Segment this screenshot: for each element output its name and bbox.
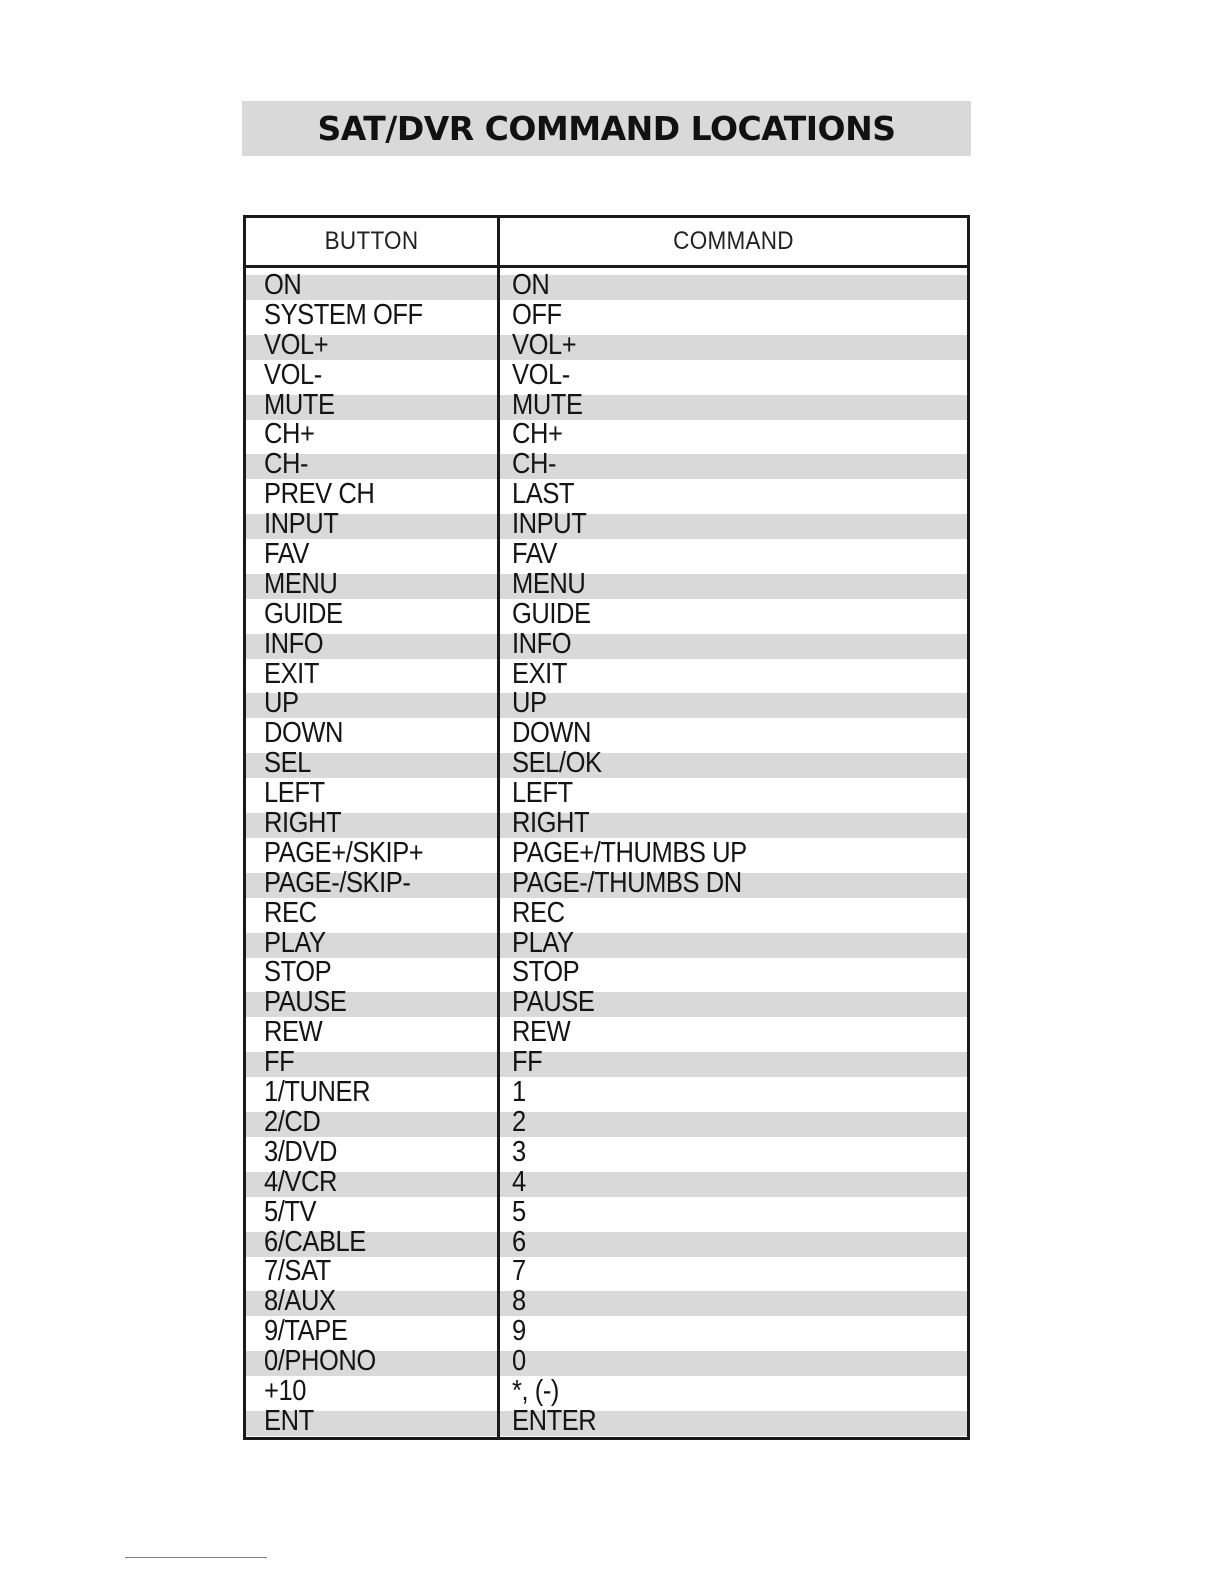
- command-cell: 9: [512, 1315, 526, 1348]
- table-row: [246, 719, 967, 749]
- table-row: [246, 388, 967, 421]
- command-cell: INFO: [512, 627, 572, 660]
- table-row: [246, 1165, 967, 1198]
- table-row: [246, 540, 967, 570]
- button-cell: PLAY: [264, 926, 326, 959]
- table-row: [246, 1225, 967, 1258]
- table-row: [246, 1257, 967, 1287]
- button-cell: SEL: [264, 747, 311, 780]
- table-row: [246, 328, 967, 361]
- row-shade: [246, 1052, 967, 1077]
- row-shade: [246, 634, 967, 659]
- button-cell: CH-: [264, 448, 309, 481]
- button-cell: PREV CH: [264, 478, 375, 511]
- table-row: [246, 1287, 967, 1317]
- button-cell: 9/TAPE: [264, 1315, 348, 1348]
- page-title: SAT/DVR COMMAND LOCATIONS: [317, 109, 896, 148]
- table-row: [246, 749, 967, 779]
- command-cell: EXIT: [512, 657, 567, 690]
- table-row: [246, 657, 967, 690]
- button-cell: 5/TV: [264, 1195, 317, 1228]
- command-cell: FF: [512, 1046, 543, 1079]
- command-cell: SEL/OK: [512, 747, 602, 780]
- button-cell: 8/AUX: [264, 1285, 336, 1318]
- table-row: [246, 958, 967, 988]
- command-cell: CH-: [512, 448, 557, 481]
- row-shade: [246, 1291, 967, 1316]
- button-cell: INPUT: [264, 508, 339, 541]
- command-table: [243, 215, 970, 1440]
- button-cell: LEFT: [264, 777, 325, 810]
- table-row: [246, 450, 967, 480]
- button-cell: MENU: [264, 567, 338, 600]
- table-row: [246, 1404, 967, 1437]
- table-row: [246, 689, 967, 719]
- button-cell: SYSTEM OFF: [264, 298, 423, 331]
- button-cell: GUIDE: [264, 597, 343, 630]
- button-cell: +10: [264, 1374, 306, 1407]
- command-cell: MENU: [512, 567, 586, 600]
- table-row: [246, 809, 967, 839]
- command-cell: LAST: [512, 478, 575, 511]
- row-shade: [246, 1112, 967, 1137]
- button-cell: VOL+: [264, 328, 329, 361]
- button-cell: DOWN: [264, 717, 344, 750]
- button-cell: PAUSE: [264, 986, 347, 1019]
- table-row: [246, 480, 967, 510]
- button-cell: 0/PHONO: [264, 1345, 376, 1378]
- command-cell: *, (-): [512, 1374, 559, 1407]
- table-row: [246, 866, 967, 899]
- command-cell: GUIDE: [512, 597, 591, 630]
- row-shade: [246, 335, 967, 360]
- command-cell: 8: [512, 1285, 526, 1318]
- column-divider: [497, 218, 500, 1437]
- row-shade: [246, 693, 967, 718]
- command-cell: 1: [512, 1076, 526, 1109]
- table-row: [246, 1135, 967, 1168]
- command-cell: PAGE+/THUMBS UP: [512, 836, 747, 869]
- command-cell: 7: [512, 1255, 526, 1288]
- table-row: [246, 1048, 967, 1078]
- command-cell: VOL+: [512, 328, 577, 361]
- header-button: BUTTON: [324, 227, 419, 255]
- button-cell: 4/VCR: [264, 1165, 337, 1198]
- button-cell: EXIT: [264, 657, 319, 690]
- table-row: [246, 627, 967, 660]
- row-shade: [246, 514, 967, 539]
- row-shade: [246, 275, 967, 300]
- button-cell: INFO: [264, 627, 324, 660]
- table-row: [246, 271, 967, 301]
- button-cell: PAGE+/SKIP+: [264, 836, 424, 869]
- button-cell: UP: [264, 687, 299, 720]
- row-shade: [246, 1411, 967, 1436]
- button-cell: 2/CD: [264, 1105, 321, 1138]
- button-cell: FAV: [264, 538, 310, 571]
- table-body: [246, 271, 967, 1437]
- button-cell: FF: [264, 1046, 295, 1079]
- command-cell: 4: [512, 1165, 526, 1198]
- button-cell: 1/TUNER: [264, 1076, 371, 1109]
- command-cell: ON: [512, 269, 550, 301]
- command-cell: REW: [512, 1016, 571, 1049]
- row-shade: [246, 454, 967, 479]
- table-row: [246, 1347, 967, 1377]
- table-row: [246, 1374, 967, 1407]
- table-row: [246, 1317, 967, 1347]
- row-shade: [246, 813, 967, 838]
- command-cell: REC: [512, 896, 565, 929]
- row-shade: [246, 992, 967, 1017]
- table-row: [246, 988, 967, 1018]
- command-cell: RIGHT: [512, 807, 590, 840]
- command-cell: INPUT: [512, 508, 587, 541]
- table-row: [246, 358, 967, 391]
- command-cell: 6: [512, 1225, 526, 1258]
- button-cell: PAGE-/SKIP-: [264, 866, 411, 899]
- button-cell: STOP: [264, 956, 332, 989]
- command-cell: VOL-: [512, 358, 570, 391]
- table-row: [246, 896, 967, 929]
- command-cell: PAGE-/THUMBS DN: [512, 866, 742, 899]
- button-cell: RIGHT: [264, 807, 342, 840]
- table-row: [246, 926, 967, 959]
- button-cell: MUTE: [264, 388, 335, 421]
- command-cell: STOP: [512, 956, 580, 989]
- button-cell: 7/SAT: [264, 1255, 331, 1288]
- command-cell: PAUSE: [512, 986, 595, 1019]
- button-cell: REC: [264, 896, 317, 929]
- header-command: COMMAND: [673, 227, 794, 255]
- table-header: [246, 218, 967, 268]
- command-cell: UP: [512, 687, 547, 720]
- button-cell: 6/CABLE: [264, 1225, 366, 1258]
- row-shade: [246, 933, 967, 958]
- button-cell: ENT: [264, 1404, 314, 1437]
- command-cell: MUTE: [512, 388, 583, 421]
- command-cell: DOWN: [512, 717, 592, 750]
- table-row: [246, 1078, 967, 1108]
- table-row: [246, 1018, 967, 1048]
- button-cell: 3/DVD: [264, 1135, 337, 1168]
- command-cell: ENTER: [512, 1404, 597, 1437]
- button-cell: REW: [264, 1016, 323, 1049]
- command-cell: LEFT: [512, 777, 573, 810]
- command-cell: PLAY: [512, 926, 574, 959]
- button-cell: VOL-: [264, 358, 322, 391]
- row-shade: [246, 395, 967, 420]
- button-cell: ON: [264, 269, 302, 301]
- table-row: [246, 836, 967, 869]
- table-row: [246, 597, 967, 630]
- command-cell: 2: [512, 1105, 526, 1138]
- command-cell: 0: [512, 1345, 526, 1378]
- row-shade: [246, 1172, 967, 1197]
- table-row: [246, 420, 967, 450]
- command-cell: OFF: [512, 298, 562, 331]
- table-row: [246, 1195, 967, 1228]
- table-row: [246, 567, 967, 600]
- row-shade: [246, 574, 967, 599]
- table-row: [246, 779, 967, 809]
- table-row: [246, 510, 967, 540]
- table-row: [246, 1105, 967, 1138]
- command-cell: 5: [512, 1195, 526, 1228]
- command-cell: CH+: [512, 418, 563, 451]
- command-cell: FAV: [512, 538, 558, 571]
- table-row: [246, 298, 967, 331]
- title-bar: [242, 101, 971, 156]
- row-shade: [246, 753, 967, 778]
- command-cell: 3: [512, 1135, 526, 1168]
- footnote-rule: [125, 1557, 267, 1558]
- button-cell: CH+: [264, 418, 315, 451]
